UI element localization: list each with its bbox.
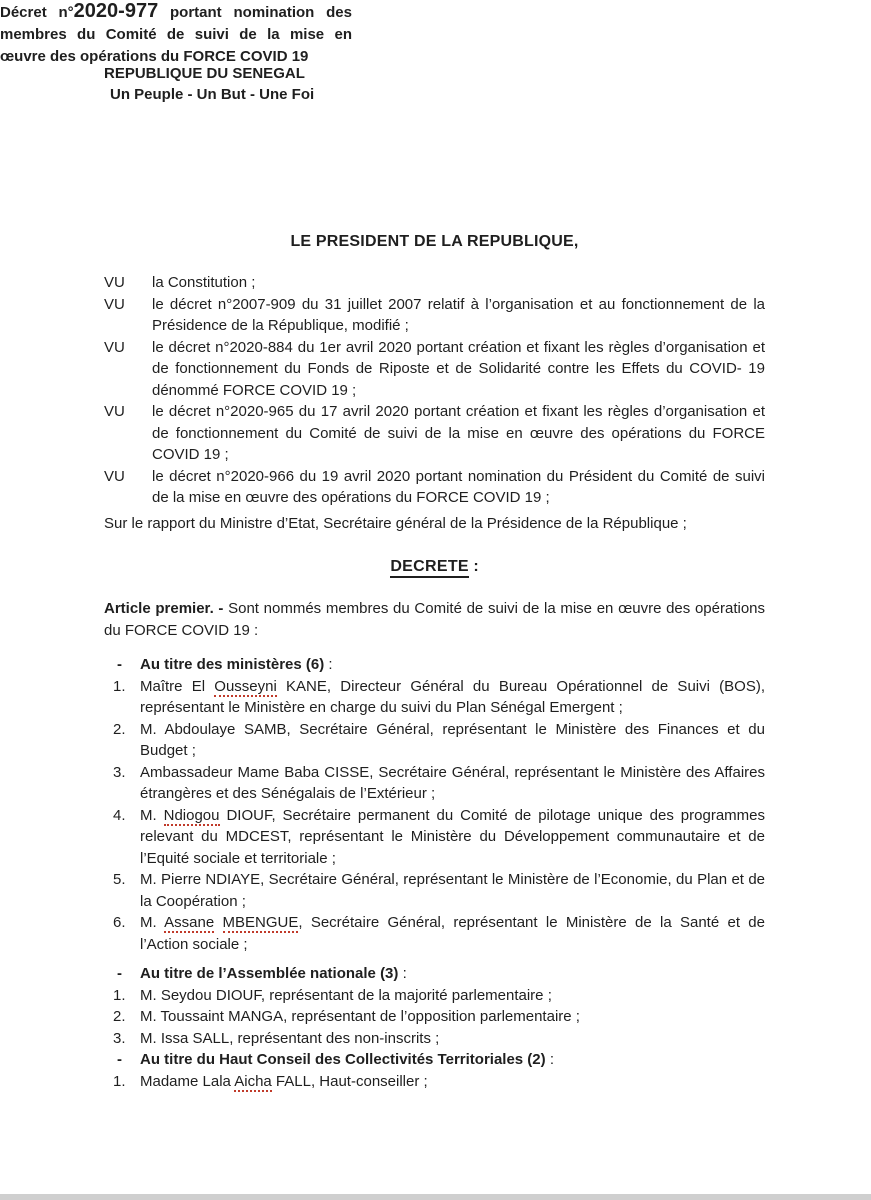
decrete-word: DECRETE xyxy=(390,558,469,578)
text-run: DIOUF, Secrétaire permanent du Comité de pilotage unique des programmes relevant du MDCEST, représentant le Ministère du Développement communautaire et de l’Equité sociale et territoriale ; xyxy=(140,806,765,867)
list-item xyxy=(104,1006,765,1028)
vu-text: la Constitution ; xyxy=(152,274,256,291)
section-label: Au titre des ministères (6) xyxy=(140,656,325,673)
vu-text: le décret n°2020-884 du 1er avril 2020 portant création et fixant les règles d’organisation et de fonctionnement du Fonds de Riposte et de Solidarité contre les Effets du COVID- 19 dénommé FORCE COVID 19 ; xyxy=(152,338,765,399)
list-item xyxy=(104,676,765,719)
misspelled-word: MBENGUE xyxy=(222,914,299,931)
section-header-ministries xyxy=(104,654,765,676)
vu-text: le décret n°2007-909 du 31 juillet 2007 relatif à l’organisation et au fonctionnement de la Présidence de la République, modifié ; xyxy=(152,295,765,334)
item-text xyxy=(140,1006,765,1028)
misspelled-word: Ndiogou xyxy=(163,806,220,824)
section-colon: : xyxy=(398,965,407,982)
item-number: 5. xyxy=(113,871,126,888)
decree-title xyxy=(0,0,352,68)
misspelled-word: Assane xyxy=(164,914,215,931)
item-number: 1. xyxy=(113,677,126,695)
item-text xyxy=(140,676,765,719)
vu-label: VU xyxy=(104,467,125,485)
text-run: M. Seydou DIOUF, représentant de la majorité parlementaire ; xyxy=(140,986,552,1004)
item-number: 3. xyxy=(113,763,126,781)
article-paragraph xyxy=(104,598,765,641)
list-item xyxy=(104,805,765,870)
text-run: FALL, Haut-conseiller ; xyxy=(271,1072,428,1090)
item-number: 2. xyxy=(113,1008,126,1025)
item-text xyxy=(140,869,765,912)
text-run: KANE, Directeur Général du Bureau Opérationnel de Suivi (BOS), représentant le Ministère en charge du suivi du Plan Sénégal Emergent ; xyxy=(140,677,766,716)
article-text: Sont nommés membres du Comité de suivi de la mise en œuvre des opérations du FORCE COVID 19 : xyxy=(104,600,766,639)
vu-item xyxy=(104,466,765,509)
decree-title-pre: Décret n° xyxy=(0,4,74,21)
list-item xyxy=(104,1071,765,1093)
text-run: Madame Lala xyxy=(140,1072,235,1090)
vu-label: VU xyxy=(104,295,125,313)
vu-label: VU xyxy=(104,274,125,291)
text-run: M. Pierre NDIAYE, Secrétaire Général, représentant le Ministère de l’Economie, du Plan et de la Coopération ; xyxy=(140,871,765,910)
section-label: Au titre de l’Assemblée nationale (3) xyxy=(140,965,399,982)
list-item xyxy=(104,1028,765,1050)
item-text xyxy=(140,719,765,762)
decrete-heading xyxy=(104,556,765,578)
article-lead: Article premier. - xyxy=(104,600,224,617)
text-run: M. xyxy=(140,914,165,931)
vu-text: le décret n°2020-965 du 17 avril 2020 portant création et fixant les règles d’organisation et de fonctionnement du Comité de suivi de la mise en œuvre des opérations du FORCE COVID 19 ; xyxy=(152,403,765,463)
member-lists xyxy=(104,654,765,1092)
section-header-text xyxy=(140,654,765,676)
vu-label: VU xyxy=(104,403,125,420)
decree-number: 2020-977 xyxy=(73,0,159,22)
text-run: M. Toussaint MANGA, représentant de l’opposition parlementaire ; xyxy=(140,1008,580,1025)
section-header-text xyxy=(140,963,765,985)
national-motto: Un Peuple - Un But - Une Foi xyxy=(110,86,315,103)
decree-title-line2: membres du Comité de suivi de la mise en xyxy=(0,26,352,43)
list-item xyxy=(104,985,765,1007)
section-header-text xyxy=(140,1049,765,1071)
country-title: REPUBLIQUE DU SENEGAL xyxy=(104,65,305,82)
scan-edge-strip xyxy=(0,1194,871,1200)
misspelled-word: Ousseyni xyxy=(214,677,277,695)
vu-item xyxy=(104,272,765,294)
item-number: 1. xyxy=(113,1072,126,1090)
item-text xyxy=(140,1071,765,1093)
dash-marker: - xyxy=(117,965,122,982)
vu-item xyxy=(104,401,765,466)
item-number: 6. xyxy=(113,914,126,931)
item-text xyxy=(140,762,765,805)
section-gap xyxy=(104,955,765,963)
decree-title-rest: portant nomination des xyxy=(158,4,352,21)
section-header-assembly xyxy=(104,963,765,985)
letterhead xyxy=(104,63,765,105)
item-text xyxy=(140,805,765,870)
decrete-colon: : xyxy=(468,558,479,575)
section-colon: : xyxy=(324,656,333,673)
text-run: M. xyxy=(140,806,164,824)
vu-item xyxy=(104,337,765,402)
section-header-hcct xyxy=(104,1049,765,1071)
president-heading: LE PRESIDENT DE LA REPUBLIQUE, xyxy=(290,233,579,250)
list-item xyxy=(104,912,765,955)
item-number: 2. xyxy=(113,720,126,738)
text-run: Maître El xyxy=(140,677,215,695)
text-run: M. Issa SALL, représentant des non-inscrits ; xyxy=(140,1029,440,1047)
dash-marker: - xyxy=(117,656,122,673)
item-number: 3. xyxy=(113,1029,126,1047)
section-colon: : xyxy=(545,1051,554,1068)
item-text xyxy=(140,912,765,955)
text-run xyxy=(214,914,222,931)
vu-item xyxy=(104,294,765,337)
decree-title-line3: œuvre des opérations du FORCE COVID 19 xyxy=(0,48,309,65)
decree-title-line1 xyxy=(0,0,352,24)
vu-text: le décret n°2020-966 du 19 avril 2020 portant nomination du Président du Comité de suivi de la mise en œuvre des opérations du FORCE COVID 19 ; xyxy=(152,467,765,506)
list-item xyxy=(104,762,765,805)
misspelled-word: Aicha xyxy=(234,1072,272,1090)
dash-marker: - xyxy=(117,1051,122,1068)
report-line: Sur le rapport du Ministre d’Etat, Secrétaire général de la Présidence de la République ; xyxy=(104,515,687,532)
list-item xyxy=(104,719,765,762)
item-text xyxy=(140,985,765,1007)
vu-list xyxy=(104,272,765,509)
item-number: 1. xyxy=(113,986,126,1004)
text-run: , Secrétaire Général, représentant le Ministère de la Santé et de l’Action sociale ; xyxy=(140,914,765,953)
vu-label: VU xyxy=(104,338,125,356)
list-item xyxy=(104,869,765,912)
item-text xyxy=(140,1028,765,1050)
text-run: M. Abdoulaye SAMB, Secrétaire Général, représentant le Ministère des Finances et du Budget ; xyxy=(140,720,765,759)
section-label: Au titre du Haut Conseil des Collectivités Territoriales (2) xyxy=(140,1051,546,1068)
item-number: 4. xyxy=(113,806,126,824)
text-run: Ambassadeur Mame Baba CISSE, Secrétaire Général, représentant le Ministère des Affaires étrangères et des Sénégalais de l’Extérieur ; xyxy=(140,763,765,802)
